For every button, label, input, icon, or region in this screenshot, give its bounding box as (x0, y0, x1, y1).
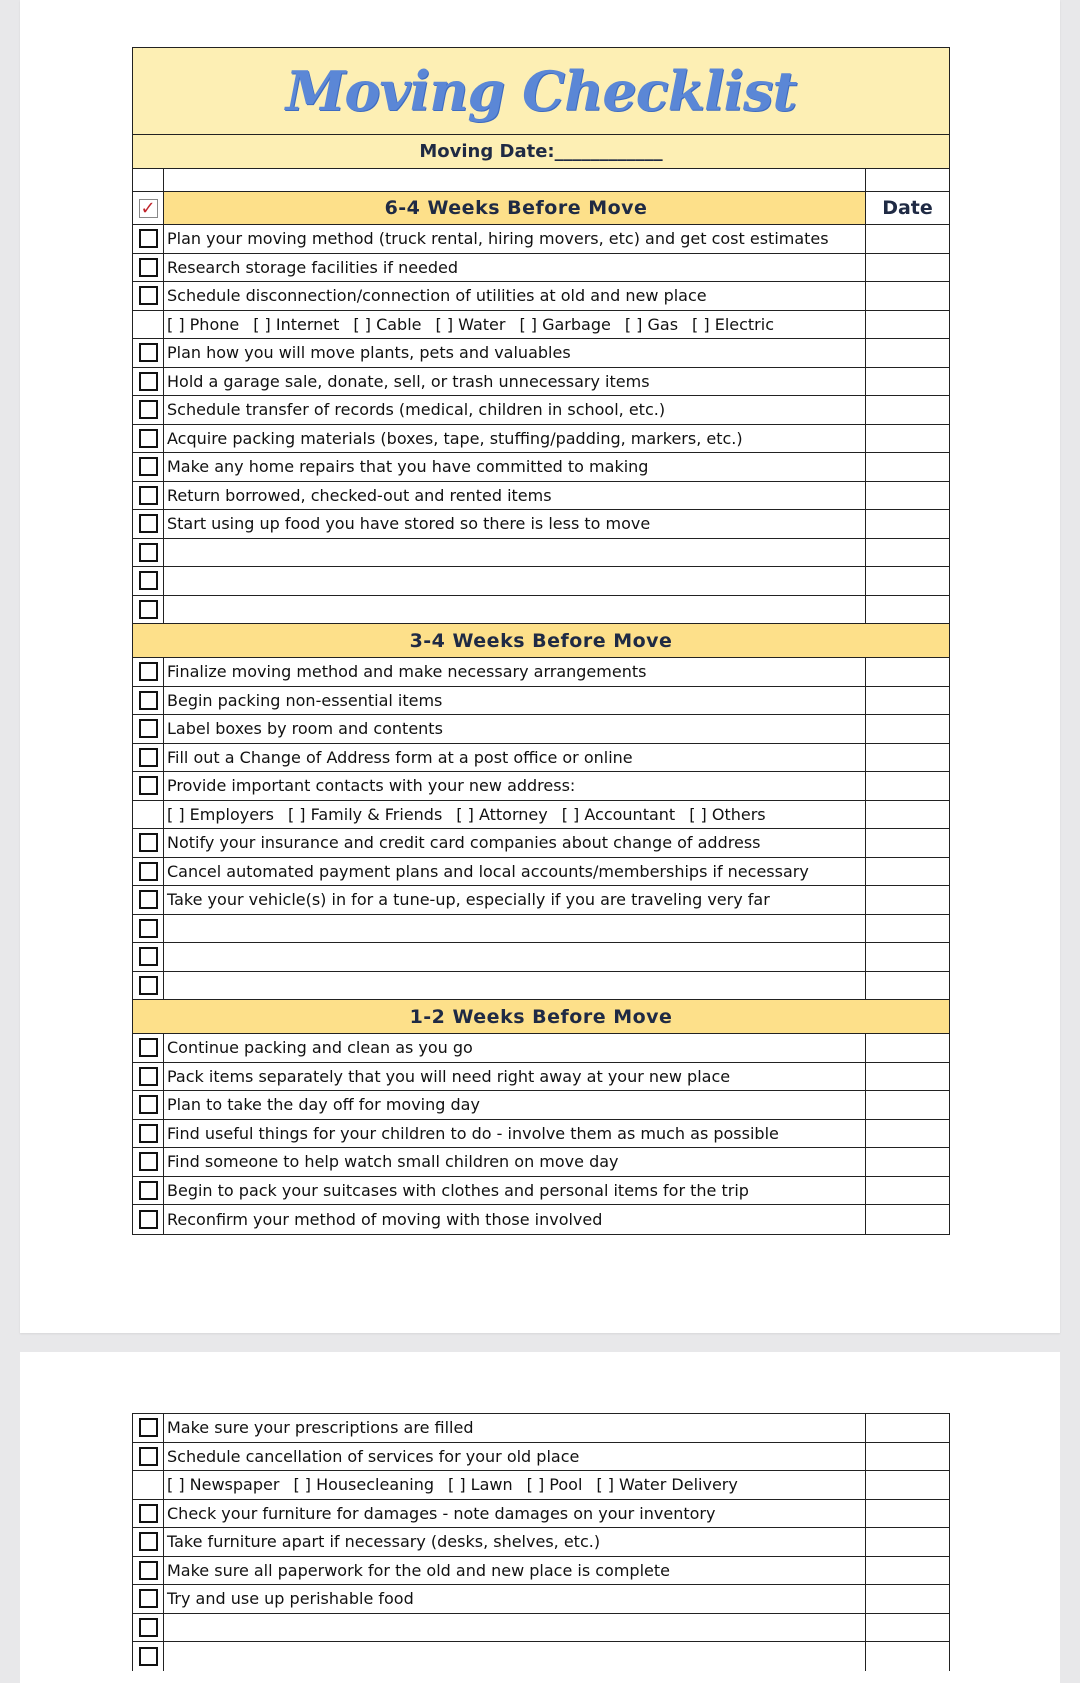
check-cell (133, 225, 164, 253)
item-text: Continue packing and clean as you go (164, 1034, 866, 1062)
empty-checkbox-icon[interactable] (139, 1095, 158, 1114)
check-cell (133, 339, 164, 367)
option-garbage[interactable]: [ ] Garbage (519, 314, 611, 334)
check-cell (133, 1642, 164, 1671)
item-text: Plan your moving method (truck rental, hiring movers, etc) and get cost estimates (164, 225, 866, 253)
date-cell[interactable] (866, 1063, 949, 1091)
check-cell (133, 425, 164, 453)
check-cell (133, 1034, 164, 1062)
option-newspaper[interactable]: [ ] Newspaper (167, 1475, 280, 1495)
date-cell[interactable] (866, 596, 949, 624)
date-cell[interactable] (866, 1557, 949, 1585)
item-text: Pack items separately that you will need right away at your new place (164, 1063, 866, 1091)
date-cell[interactable] (866, 482, 949, 510)
empty-checkbox-icon[interactable] (139, 1038, 158, 1057)
date-cell[interactable] (866, 715, 949, 743)
list-item (133, 368, 949, 397)
empty-list-item (133, 972, 949, 1001)
date-cell[interactable] (866, 1443, 949, 1471)
date-cell[interactable] (866, 311, 949, 339)
list-item (133, 425, 949, 454)
empty-checkbox-icon[interactable] (139, 662, 158, 681)
list-item (133, 254, 949, 283)
check-cell (133, 282, 164, 310)
date-cell[interactable] (866, 339, 949, 367)
check-cell (133, 943, 164, 971)
empty-checkbox-icon[interactable] (139, 400, 158, 419)
date-cell[interactable] (866, 254, 949, 282)
list-item (133, 744, 949, 773)
option-phone[interactable]: [ ] Phone (167, 314, 240, 334)
empty-checkbox-icon[interactable] (139, 890, 158, 909)
item-text: Take furniture apart if necessary (desks, shelves, etc.) (164, 1528, 866, 1556)
empty-checkbox-icon[interactable] (139, 571, 158, 590)
checklist-table (132, 47, 950, 1235)
item-text: Finalize moving method and make necessary arrangements (164, 658, 866, 686)
item-text: Reconfirm your method of moving with those involved (164, 1205, 866, 1234)
section-header-3-4 (133, 624, 949, 658)
list-item (133, 715, 949, 744)
empty-checkbox-icon[interactable] (139, 229, 158, 248)
check-cell (133, 829, 164, 857)
empty-list-item (133, 596, 949, 625)
check-cell (133, 1585, 164, 1613)
date-cell[interactable] (866, 1148, 949, 1176)
date-cell[interactable] (866, 1642, 949, 1671)
services-row (133, 1471, 949, 1500)
empty-checkbox-icon[interactable] (139, 776, 158, 795)
checklist-table-continued (132, 1413, 950, 1671)
spacer-date-cell (866, 169, 949, 191)
empty-list-item (133, 1614, 949, 1643)
date-cell[interactable] (866, 744, 949, 772)
list-item (133, 1148, 949, 1177)
list-item (133, 1557, 949, 1586)
list-item (133, 1585, 949, 1614)
date-cell[interactable] (866, 1034, 949, 1062)
check-cell (133, 744, 164, 772)
item-text: Make sure all paperwork for the old and new place is complete (164, 1557, 866, 1585)
option-family-friends[interactable]: [ ] Family & Friends (287, 804, 443, 824)
empty-checkbox-icon[interactable] (139, 1561, 158, 1580)
date-cell[interactable] (866, 539, 949, 567)
item-text[interactable] (164, 567, 866, 595)
date-cell[interactable] (866, 1528, 949, 1556)
page-2 (20, 1352, 1060, 1683)
check-cell (133, 915, 164, 943)
date-cell[interactable] (866, 801, 949, 829)
list-item (133, 482, 949, 511)
date-cell[interactable] (866, 943, 949, 971)
item-text: Schedule transfer of records (medical, children in school, etc.) (164, 396, 866, 424)
check-cell (133, 1205, 164, 1234)
section-header-1-2 (133, 1000, 949, 1034)
check-cell (133, 972, 164, 1000)
check-mark-icon[interactable]: ✓ (140, 197, 156, 219)
check-cell (133, 396, 164, 424)
item-text[interactable] (164, 915, 866, 943)
check-cell (133, 539, 164, 567)
date-cell[interactable] (866, 510, 949, 538)
moving-date-row (133, 135, 949, 169)
empty-checkbox-icon[interactable] (139, 691, 158, 710)
utilities-options (164, 311, 866, 339)
date-cell[interactable] (866, 567, 949, 595)
date-cell[interactable] (866, 1471, 949, 1499)
empty-checkbox-icon[interactable] (139, 1618, 158, 1637)
empty-checkbox-icon[interactable] (139, 372, 158, 391)
check-cell (133, 1177, 164, 1205)
empty-checkbox-icon[interactable] (139, 514, 158, 533)
section-title: 1-2 Weeks Before Move (409, 1005, 673, 1028)
contacts-options (164, 801, 866, 829)
item-text[interactable] (164, 1642, 866, 1671)
list-item (133, 1034, 949, 1063)
list-item (133, 772, 949, 801)
date-cell[interactable] (866, 1500, 949, 1528)
item-text: Make any home repairs that you have committed to making (164, 453, 866, 481)
spacer-text-cell (164, 169, 866, 191)
list-item (133, 858, 949, 887)
contacts-row (133, 801, 949, 830)
option-water[interactable]: [ ] Water (435, 314, 506, 334)
check-cell (133, 368, 164, 396)
item-text: Acquire packing materials (boxes, tape, stuffing/padding, markers, etc.) (164, 425, 866, 453)
check-cell (133, 482, 164, 510)
check-cell (133, 715, 164, 743)
date-cell[interactable] (866, 453, 949, 481)
list-item (133, 687, 949, 716)
section-header-6-4 (133, 192, 949, 225)
empty-list-item (133, 1642, 949, 1671)
item-text: Plan to take the day off for moving day (164, 1091, 866, 1119)
item-text: Plan how you will move plants, pets and valuables (164, 339, 866, 367)
date-cell[interactable] (866, 1614, 949, 1642)
empty-checkbox-icon[interactable] (139, 429, 158, 448)
date-cell[interactable] (866, 858, 949, 886)
check-cell (133, 1443, 164, 1471)
date-cell[interactable] (866, 687, 949, 715)
empty-checkbox-icon[interactable] (139, 286, 158, 305)
empty-checkbox-icon[interactable] (139, 833, 158, 852)
option-electric[interactable]: [ ] Electric (692, 314, 774, 334)
list-item (133, 1120, 949, 1149)
check-cell (133, 801, 164, 829)
empty-checkbox-icon[interactable] (139, 258, 158, 277)
list-item (133, 886, 949, 915)
empty-checkbox-icon[interactable] (139, 1181, 158, 1200)
list-item (133, 1205, 949, 1234)
option-pool[interactable]: [ ] Pool (526, 1475, 583, 1495)
item-text: Begin packing non-essential items (164, 687, 866, 715)
date-cell[interactable] (866, 225, 949, 253)
list-item (133, 1177, 949, 1206)
option-employers[interactable]: [ ] Employers (167, 804, 274, 824)
empty-list-item (133, 539, 949, 568)
item-text: Check your furniture for damages - note damages on your inventory (164, 1500, 866, 1528)
empty-checkbox-icon[interactable] (139, 1647, 158, 1666)
option-others[interactable]: [ ] Others (689, 804, 766, 824)
date-cell[interactable] (866, 1177, 949, 1205)
date-column-header: Date (882, 197, 933, 219)
empty-checkbox-icon[interactable] (139, 1124, 158, 1143)
empty-list-item (133, 943, 949, 972)
empty-checkbox-icon[interactable] (139, 1447, 158, 1466)
item-text[interactable] (164, 539, 866, 567)
item-text[interactable] (164, 1614, 866, 1642)
check-cell (133, 510, 164, 538)
section-check-cell (133, 192, 164, 224)
empty-checkbox-icon[interactable] (139, 719, 158, 738)
item-text: Find someone to help watch small children on move day (164, 1148, 866, 1176)
check-cell (133, 311, 164, 339)
check-cell (133, 1063, 164, 1091)
option-internet[interactable]: [ ] Internet (253, 314, 340, 334)
check-cell (133, 1557, 164, 1585)
date-cell[interactable] (866, 1414, 949, 1442)
check-cell (133, 254, 164, 282)
empty-checkbox-icon[interactable] (139, 976, 158, 995)
item-text: Cancel automated payment plans and local accounts/memberships if necessary (164, 858, 866, 886)
date-cell[interactable] (866, 1091, 949, 1119)
list-item (133, 1063, 949, 1092)
list-item (133, 282, 949, 311)
list-item (133, 1414, 949, 1443)
empty-checkbox-icon[interactable] (139, 1210, 158, 1229)
empty-checkbox-icon[interactable] (139, 1589, 158, 1608)
empty-list-item (133, 567, 949, 596)
page-1 (20, 0, 1060, 1333)
spacer-row (133, 169, 949, 192)
empty-checkbox-icon[interactable] (139, 862, 158, 881)
date-cell[interactable] (866, 425, 949, 453)
empty-checkbox-icon[interactable] (139, 1532, 158, 1551)
date-cell[interactable] (866, 1120, 949, 1148)
list-item (133, 1500, 949, 1529)
check-cell (133, 1148, 164, 1176)
date-cell[interactable] (866, 972, 949, 1000)
option-water-delivery[interactable]: [ ] Water Delivery (596, 1475, 738, 1495)
list-item (133, 396, 949, 425)
item-text: Try and use up perishable food (164, 1585, 866, 1613)
option-attorney[interactable]: [ ] Attorney (456, 804, 548, 824)
item-text: Research storage facilities if needed (164, 254, 866, 282)
check-cell (133, 1528, 164, 1556)
empty-list-item (133, 915, 949, 944)
services-options (164, 1471, 866, 1499)
page-title: Moving Checklist (285, 59, 797, 123)
list-item (133, 1443, 949, 1472)
check-cell (133, 687, 164, 715)
empty-checkbox-icon[interactable] (139, 748, 158, 767)
list-item (133, 1091, 949, 1120)
date-cell[interactable] (866, 1585, 949, 1613)
list-item (133, 829, 949, 858)
date-cell[interactable] (866, 1205, 949, 1234)
item-text: Notify your insurance and credit card companies about change of address (164, 829, 866, 857)
empty-checkbox-icon[interactable] (139, 1418, 158, 1437)
spacer-check-cell (133, 169, 164, 191)
item-text: Label boxes by room and contents (164, 715, 866, 743)
item-text: Provide important contacts with your new address: (164, 772, 866, 800)
option-lawn[interactable]: [ ] Lawn (448, 1475, 513, 1495)
list-item (133, 1528, 949, 1557)
empty-checkbox-icon[interactable] (139, 1152, 158, 1171)
check-cell (133, 1414, 164, 1442)
check-cell (133, 886, 164, 914)
item-text: Start using up food you have stored so there is less to move (164, 510, 866, 538)
check-cell (133, 1614, 164, 1642)
check-cell (133, 567, 164, 595)
date-cell[interactable] (866, 772, 949, 800)
empty-checkbox-icon[interactable] (139, 1504, 158, 1523)
item-text[interactable] (164, 943, 866, 971)
section-title: 3-4 Weeks Before Move (409, 629, 673, 652)
date-cell[interactable] (866, 886, 949, 914)
option-gas[interactable]: [ ] Gas (624, 314, 679, 334)
check-cell (133, 1500, 164, 1528)
item-text: Begin to pack your suitcases with clothes and personal items for the trip (164, 1177, 866, 1205)
item-text: Make sure your prescriptions are filled (164, 1414, 866, 1442)
empty-checkbox-icon[interactable] (139, 919, 158, 938)
item-text[interactable] (164, 972, 866, 1000)
check-cell (133, 1091, 164, 1119)
empty-checkbox-icon[interactable] (139, 486, 158, 505)
section-title: 6-4 Weeks Before Move (164, 192, 866, 224)
item-text: Schedule disconnection/connection of utilities at old and new place (164, 282, 866, 310)
check-cell (133, 1120, 164, 1148)
list-item (133, 225, 949, 254)
date-cell[interactable] (866, 282, 949, 310)
option-cable[interactable]: [ ] Cable (353, 314, 422, 334)
date-cell[interactable] (866, 658, 949, 686)
check-cell (133, 658, 164, 686)
date-cell[interactable] (866, 368, 949, 396)
empty-checkbox-icon[interactable] (139, 1067, 158, 1086)
check-cell (133, 772, 164, 800)
item-text: Take your vehicle(s) in for a tune-up, especially if you are traveling very far (164, 886, 866, 914)
option-housecleaning[interactable]: [ ] Housecleaning (293, 1475, 435, 1495)
date-cell[interactable] (866, 915, 949, 943)
item-text: Fill out a Change of Address form at a post office or online (164, 744, 866, 772)
list-item (133, 510, 949, 539)
item-text: Schedule cancellation of services for your old place (164, 1443, 866, 1471)
utilities-row (133, 311, 949, 340)
date-cell[interactable] (866, 396, 949, 424)
list-item (133, 658, 949, 687)
moving-date-label: Moving Date:____________ (419, 141, 663, 162)
check-cell (133, 858, 164, 886)
option-accountant[interactable]: [ ] Accountant (561, 804, 676, 824)
item-text: Hold a garage sale, donate, sell, or trash unnecessary items (164, 368, 866, 396)
empty-checkbox-icon[interactable] (139, 343, 158, 362)
item-text[interactable] (164, 596, 866, 624)
date-cell[interactable] (866, 829, 949, 857)
empty-checkbox-icon[interactable] (139, 543, 158, 562)
item-text: Return borrowed, checked-out and rented items (164, 482, 866, 510)
list-item (133, 453, 949, 482)
empty-checkbox-icon[interactable] (139, 947, 158, 966)
empty-checkbox-icon[interactable] (139, 600, 158, 619)
title-banner (133, 48, 949, 135)
check-cell (133, 596, 164, 624)
check-cell (133, 1471, 164, 1499)
list-item (133, 339, 949, 368)
item-text: Find useful things for your children to do - involve them as much as possible (164, 1120, 866, 1148)
empty-checkbox-icon[interactable] (139, 457, 158, 476)
check-cell (133, 453, 164, 481)
